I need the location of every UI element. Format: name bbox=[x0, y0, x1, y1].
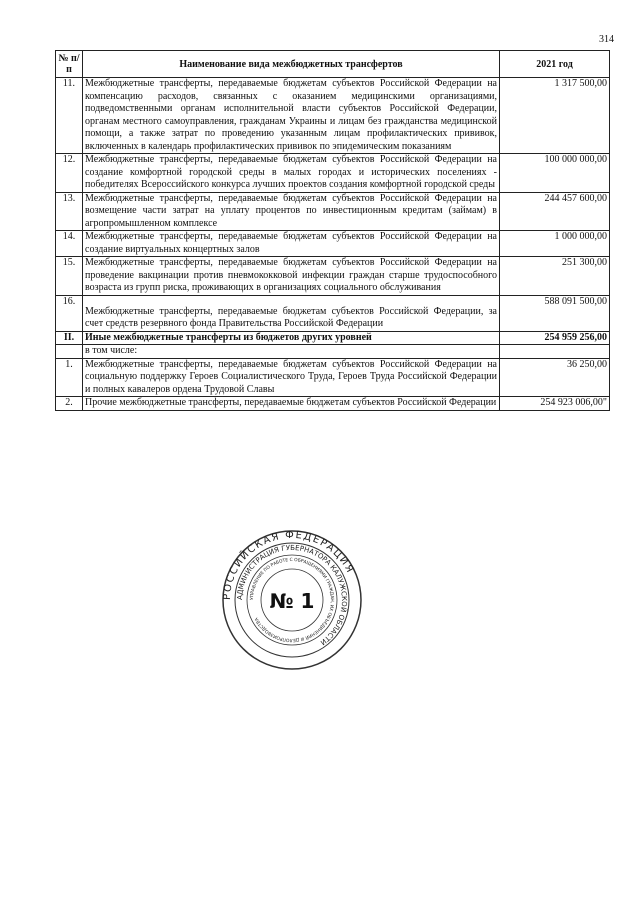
row-amount: 36 250,00 bbox=[500, 358, 610, 397]
row-amount: 1 317 500,00 bbox=[500, 78, 610, 154]
seal-outer-text: РОССИЙСКАЯ ФЕДЕРАЦИЯ bbox=[222, 530, 356, 601]
row-amount: 244 457 600,00 bbox=[500, 192, 610, 231]
table-row bbox=[56, 295, 610, 331]
row-amount: 100 000 000,00 bbox=[500, 154, 610, 193]
table-row bbox=[56, 358, 610, 397]
transfers-table bbox=[55, 50, 610, 411]
row-amount: 1 000 000,00 bbox=[500, 231, 610, 257]
row-number: 11. bbox=[56, 78, 83, 154]
table-row bbox=[56, 154, 610, 193]
row-name: Межбюджетные трансферты, передаваемые бюджетам субъектов Российской Федерации на возмещение части затрат на уплату процентов по инвестиционным кредитам (займам) в агропромышленном комплексе bbox=[83, 192, 500, 231]
row-amount: 251 300,00 bbox=[500, 257, 610, 296]
page-number: 314 bbox=[599, 34, 614, 45]
row-number: 1. bbox=[56, 358, 83, 397]
table-row bbox=[56, 397, 610, 411]
seal-number: № 1 bbox=[269, 589, 315, 613]
official-seal bbox=[222, 530, 362, 670]
row-number: 16. bbox=[56, 295, 83, 331]
table-row bbox=[56, 192, 610, 231]
header-year: 2021 год bbox=[500, 51, 610, 78]
row-name: Межбюджетные трансферты, передаваемые бюджетам субъектов Российской Федерации на компенсацию расходов, связанных с оказанием медицинскими организациями, подведомственными органам исполнительной власти субъектов Российской Федерации, органам местного самоуправления, гражданам Украины и лицам без гражданства медицинской помощи, а также затрат по проведению указанным лицам профилактических прививок, включенных в календарь профилактических прививок по эпидемическим показаниям bbox=[83, 78, 500, 154]
row-amount: 588 091 500,00 bbox=[500, 295, 610, 331]
row-number: 12. bbox=[56, 154, 83, 193]
row-name: Межбюджетные трансферты, передаваемые бюджетам субъектов Российской Федерации, за счет средств резервного фонда Правительства Российской Федерации bbox=[83, 295, 500, 331]
row-amount: 254 923 006,00" bbox=[500, 397, 610, 411]
row-amount: 254 959 256,00 bbox=[500, 331, 610, 345]
header-name: Наименование вида межбюджетных трансфертов bbox=[83, 51, 500, 78]
table-row bbox=[56, 231, 610, 257]
row-number bbox=[56, 345, 83, 359]
row-name: Межбюджетные трансферты, передаваемые бюджетам субъектов Российской Федерации на создание виртуальных концертных залов bbox=[83, 231, 500, 257]
row-name: Межбюджетные трансферты, передаваемые бюджетам субъектов Российской Федерации на социальную поддержку Героев Социалистического Труда, Героев Труда Российской Федерации и полных кавалеров ордена Трудовой Славы bbox=[83, 358, 500, 397]
row-number: 2. bbox=[56, 397, 83, 411]
row-name: Межбюджетные трансферты, передаваемые бюджетам субъектов Российской Федерации на создание комфортной городской среды в малых городах и исторических поселениях - победителях Всероссийского конкурса лучших проектов создания комфортной городской среды bbox=[83, 154, 500, 193]
table-row bbox=[56, 257, 610, 296]
seal-inner-text: УПРАВЛЕНИЕ ПО РАБОТЕ С ОБРАЩЕНИЯМИ ГРАЖДАН, ИХ ОБЪЕДИНЕНИЙ И ДЕЛОПРОИЗВОДСТВА bbox=[249, 557, 335, 643]
seal-ring-text: АДМИНИСТРАЦИЯ ГУБЕРНАТОРА КАЛУЖСКОЙ ОБЛАСТИ bbox=[235, 543, 349, 647]
row-name: Межбюджетные трансферты, передаваемые бюджетам субъектов Российской Федерации на проведение вакцинации против пневмококковой инфекции граждан старше трудоспособного возраста из групп риска, проживающих в организациях социального обслуживания bbox=[83, 257, 500, 296]
table-row bbox=[56, 78, 610, 154]
row-number: II. bbox=[56, 331, 83, 345]
row-name: в том числе: bbox=[83, 345, 500, 359]
row-name: Иные межбюджетные трансферты из бюджетов других уровней bbox=[83, 331, 500, 345]
row-amount bbox=[500, 345, 610, 359]
row-number: 15. bbox=[56, 257, 83, 296]
row-number: 14. bbox=[56, 231, 83, 257]
row-name: Прочие межбюджетные трансферты, передаваемые бюджетам субъектов Российской Федерации bbox=[83, 397, 500, 411]
table-row bbox=[56, 345, 610, 359]
header-num: № п/п bbox=[56, 51, 83, 78]
table-row-subtotal bbox=[56, 331, 610, 345]
table-header-row bbox=[56, 51, 610, 78]
row-number: 13. bbox=[56, 192, 83, 231]
